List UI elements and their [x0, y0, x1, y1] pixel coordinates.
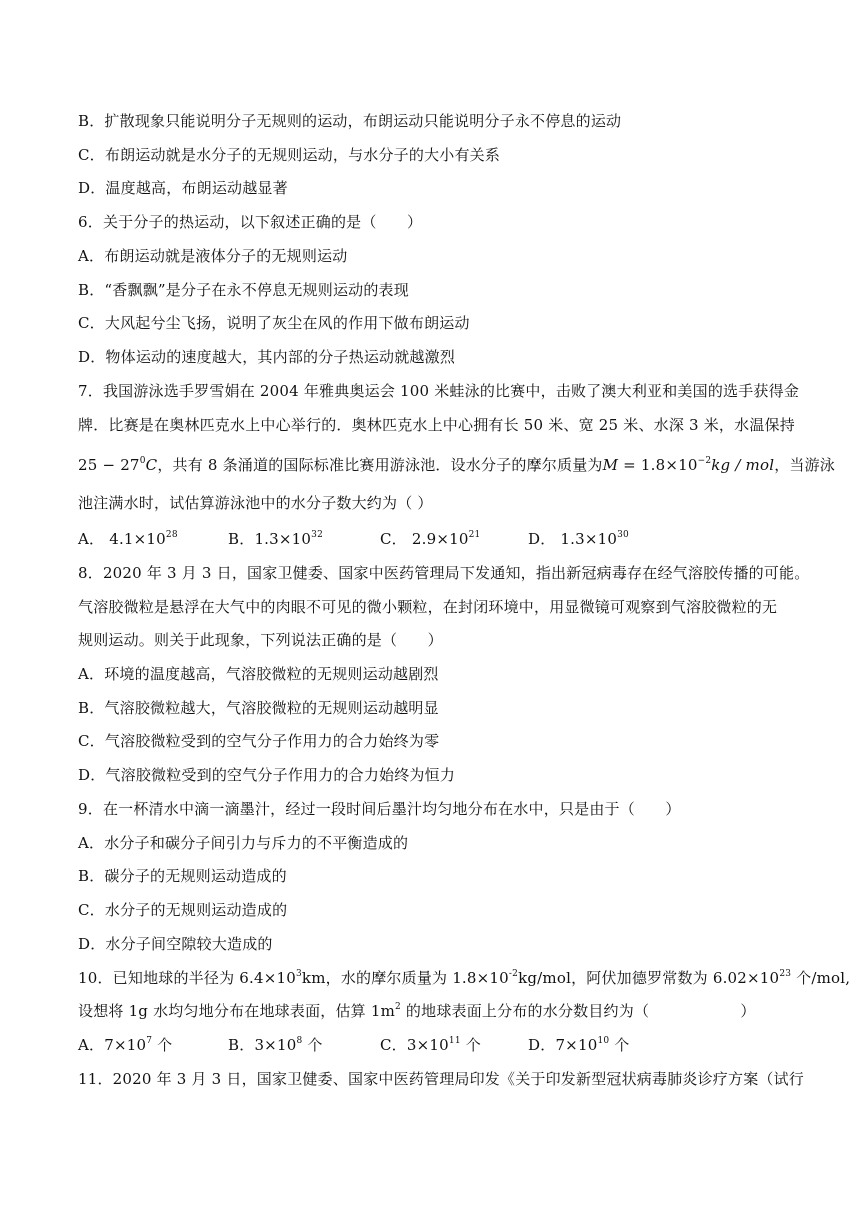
q7-option-b	[228, 529, 380, 549]
q7-stem-text: ，共有 8 条涌道的国际标准比赛用游泳池．设水分子的摩尔质量为	[157, 456, 603, 474]
q5-option-c: C．布朗运动就是水分子的无规则运动，与水分子的大小有关系	[78, 146, 501, 164]
q7-molar-unit: kg / mol	[711, 456, 775, 474]
q10-text: km，水的摩尔质量为 1.8×10	[301, 969, 509, 987]
q7-temp-unit: C	[145, 456, 158, 474]
q10-option-a	[78, 1035, 228, 1055]
option-value: 3×10	[254, 1036, 297, 1054]
q10-exp: 2	[395, 1002, 401, 1012]
q10-text: 10．已知地球的半径为 6.4×10	[78, 969, 296, 987]
q7-stem-line-1: 7．我国游泳选手罗雪娟在 2004 年雅典奥运会 100 米蛙泳的比赛中，击败了澳大利亚和美国的选手获得金	[78, 382, 800, 400]
option-exp: 8	[296, 1036, 303, 1046]
q5-option-b: B．扩散现象只能说明分子无规则的运动，布朗运动只能说明分子永不停息的运动	[78, 112, 622, 130]
q8-option-c: C．气溶胶微粒受到的空气分子作用力的合力始终为零	[78, 732, 440, 750]
option-value: 2.9×10	[411, 530, 469, 548]
q10-text: kg/mol，阿伏加德罗常数为 6.02×10	[518, 969, 780, 987]
q10-option-b	[228, 1035, 380, 1055]
option-exp: 7	[146, 1036, 153, 1046]
option-exp: 10	[597, 1036, 610, 1046]
q10-stem-line-1	[78, 968, 851, 988]
option-label: B．	[228, 530, 255, 548]
q6-option-a: A．布朗运动就是液体分子的无规则运动	[78, 247, 348, 265]
option-label: D．	[528, 530, 556, 548]
q8-option-b: B．气溶胶微粒越大，气溶胶微粒的无规则运动越明显	[78, 699, 439, 717]
q7-stem-line-2: 牌．比赛是在奥林匹克水上中心举行的．奥林匹克水上中心拥有长 50 米、宽 25 米、水深 3 米，水温保持	[78, 416, 795, 434]
q8-stem-line-2: 气溶胶微粒是悬浮在大气中的肉眼不可见的微小颗粒，在封闭环境中，用显微镜可观察到气溶胶微粒的无	[78, 598, 778, 616]
option-label: C．	[380, 530, 407, 548]
option-label: A．	[78, 530, 105, 548]
q10-option-c	[380, 1035, 528, 1055]
q9-option-c: C．水分子的无规则运动造成的	[78, 901, 288, 919]
q10-options	[78, 1035, 786, 1055]
q10-stem-line-2	[78, 1001, 786, 1021]
q10-exp: 23	[779, 969, 792, 979]
option-value: 1.3×10	[254, 530, 312, 548]
option-value: 7×10	[555, 1036, 598, 1054]
q7-stem-tail: ，当游泳	[774, 456, 836, 474]
q10-text: 个/mol,	[791, 969, 851, 987]
q6-stem: 6．关于分子的热运动，以下叙述正确的是（ ）	[78, 213, 423, 231]
q7-stem-line-4: 池注满水时，试估算游泳池中的水分子数大约为（ ）	[78, 494, 433, 512]
option-unit: 个	[302, 1036, 323, 1054]
q7-options	[78, 529, 786, 549]
option-value: 1.3×10	[560, 530, 618, 548]
option-unit: 个	[460, 1036, 481, 1054]
option-value: 7×10	[104, 1036, 147, 1054]
option-label: C．	[380, 1036, 407, 1054]
q8-stem-line-1: 8．2020 年 3 月 3 日，国家卫健委、国家中医药管理局下发通知，指出新冠病毒存在经气溶胶传播的可能。	[78, 564, 810, 582]
option-value: 3×10	[406, 1036, 449, 1054]
q7-stem-line-3	[78, 455, 836, 475]
q7-molar-symbol: M	[602, 456, 619, 474]
q10-text: 设想将 1g 水均匀地分布在地球表面，估算 1m	[78, 1002, 396, 1020]
q9-option-a: A．水分子和碳分子间引力与斥力的不平衡造成的	[78, 834, 409, 852]
q6-option-d: D．物体运动的速度越大，其内部的分子热运动就越激烈	[78, 348, 456, 366]
option-unit: 个	[152, 1036, 173, 1054]
option-value: 4.1×10	[109, 530, 166, 548]
q9-stem: 9．在一杯清水中滴一滴墨汁，经过一段时间后墨汁均匀地分布在水中，只是由于（ ）	[78, 800, 681, 818]
q8-option-d: D．气溶胶微粒受到的空气分子作用力的合力始终为恒力	[78, 766, 456, 784]
option-exp: 32	[311, 530, 324, 540]
q9-option-b: B．碳分子的无规则运动造成的	[78, 867, 287, 885]
q7-option-c	[380, 529, 528, 549]
option-exp: 30	[617, 530, 629, 540]
option-unit: 个	[609, 1036, 630, 1054]
q11-stem-line-1: 11．2020 年 3 月 3 日，国家卫健委、国家中医药管理局印发《关于印发新型冠状病毒肺炎诊疗方案（试行	[78, 1070, 804, 1088]
q10-exp: -2	[508, 969, 519, 979]
q8-option-a: A．环境的温度越高，气溶胶微粒的无规则运动越剧烈	[78, 665, 439, 683]
q6-option-b: B．“香飘飘”是分子在永不停息无规则运动的表现	[78, 281, 409, 299]
q8-stem-line-3: 规则运动。则关于此现象，下列说法正确的是（ ）	[78, 631, 443, 649]
option-exp: 21	[468, 530, 481, 540]
q10-option-d	[528, 1035, 629, 1055]
q10-exp: 3	[295, 969, 302, 979]
option-exp: 11	[448, 1036, 461, 1046]
option-label: B．	[228, 1036, 255, 1054]
q10-text: 的地球表面上分布的水分数目约为（ ）	[400, 1002, 756, 1020]
q9-option-d: D．水分子间空隙较大造成的	[78, 935, 273, 953]
q7-temp-range: 25 − 27	[78, 456, 140, 474]
q6-option-c: C．大风起兮尘飞扬，说明了灰尘在风的作用下做布朗运动	[78, 314, 470, 332]
option-label: D．	[528, 1036, 556, 1054]
option-label: A．	[78, 1036, 105, 1054]
q7-molar-value: = 1.8×10	[618, 456, 698, 474]
q7-option-a	[78, 529, 228, 549]
q7-molar-exp: −2	[697, 456, 712, 466]
q7-option-d	[528, 529, 629, 549]
option-exp: 28	[165, 530, 178, 540]
q5-option-d: D．温度越高，布朗运动越显著	[78, 179, 288, 197]
q7-temp-degree: 0	[139, 456, 146, 466]
